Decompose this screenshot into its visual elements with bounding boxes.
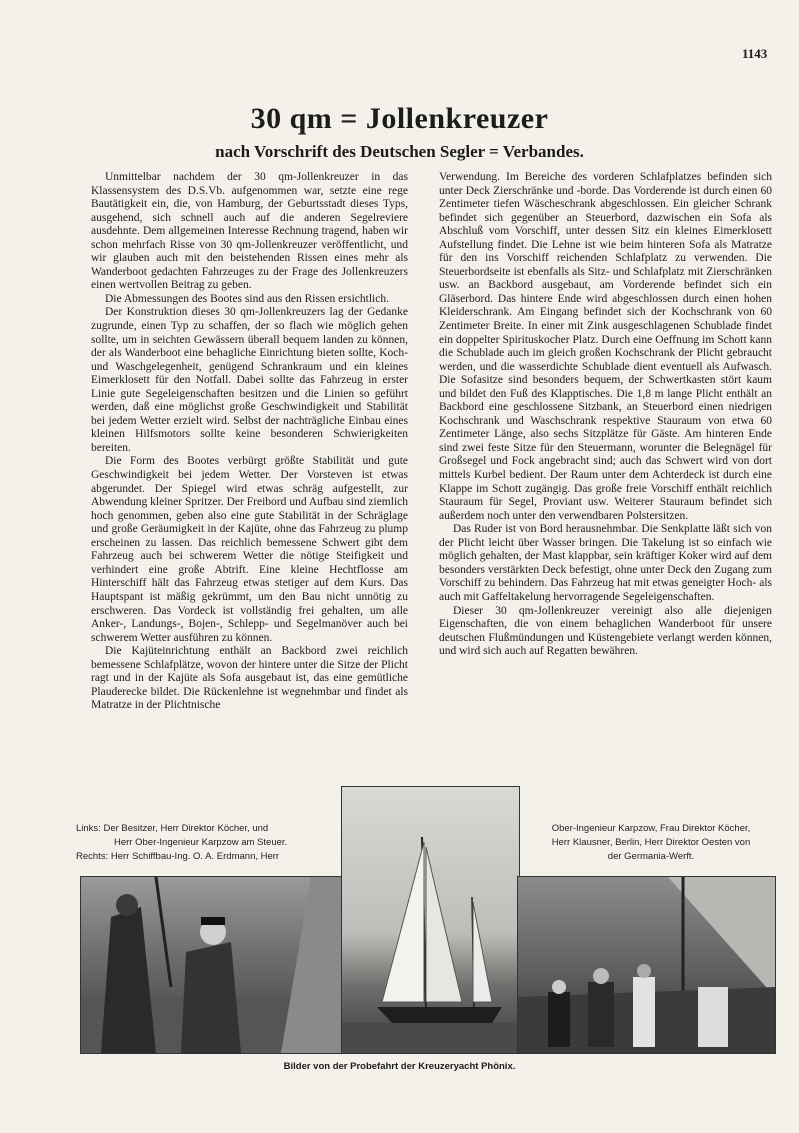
paragraph: Verwendung. Im Bereiche des vorderen Schlafplatzes befinden sich unter Deck Zierschränke und -borde. Das Vorderende ist durch einen 60 Zentimeter tiefen Wäscheschrank abgeschlossen. Ein gleicher Schrank befindet sich gegenüber an Steuerbord, dazwischen ein Sofa als Abschluß vom Vorschiff, unter dessen Sitz ein kleines Eimerklosett Aufstellung findet. Die Lehne ist wie beim hinteren Sofa als Matratze für den ins Vorschiff reichenden Schlafplatz zu verwenden. Die Steuerbordseite ist ebenfalls als Sitz- und Schlafplatz mit Zierschränken usw. an Backbord ausgebaut, am Vorderende befindet sich ein Gläserbord. Das hintere Ende wird abgeschlossen durch einen hohen Kleiderschrank. Am Eingang befindet sich der Kochschrank von 60 Zentimeter Breite. In einer mit Zink ausgeschlagenen Schublade findet ein doppelter Spirituskocher Platz. Durch eine Oeffnung im Schott kann die Schublade auch im gleich großen Kochschrank der Plicht gebraucht werden, und die wasserdichte Schublade dient eventuell als Aufwasch. Die Sofasitze sind besonders bequem, der Schwertkasten stört kaum und bildet den Fuß des Klapptisches. Die 1,8 m lange Plicht enthält an Backbord eine geschlossene Sitzbank, an Steuerbord einen niedrigen Kochschrank und Waschschrank respektive Stauraum von etwa 60 Zentimeter Länge, also sechs Sitzplätze für Gäste. Am hinteren Ende sind zwei feste Sitze für den Steuermann, worunter die Belegnägel für Großsegel und Fock angebracht sind; auch das Schwert wird von dort mittels Kurbel bedient. Der Raum unter dem Achterdeck ist durch eine Klappe im Schott zugängig. Das große freie Vorschiff enthält reichlich Stauraum für Segel, Proviant usw. Weiterer Stauraum befindet sich außerdem noch unter den verwendbaren Polstersitzen. (439, 171, 772, 522)
caption-line: Links: Der Besitzer, Herr Direktor Köcher, und (76, 823, 269, 834)
photo-crew-at-helm (80, 876, 344, 1054)
paragraph: Dieser 30 qm-Jollenkreuzer vereinigt also alle diejenigen Eigenschaften, die von einem behaglichen Wanderboot für unsere deutschen Flußmündungen und Küstengebiete verlangt werden können, und wird sich auch auf Regatten bewähren. (439, 604, 772, 658)
article-title: 30 qm = Jollenkreuzer (250, 102, 549, 135)
photo-deck-group (517, 876, 776, 1054)
photo-yacht-under-sail (341, 786, 520, 1054)
left-column (91, 171, 408, 713)
paragraph: Unmittelbar nachdem der 30 qm-Jollenkreuzer in das Klassensystem des D.S.Vb. aufgenommen war, setzte eine rege Bautätigkeit ein, die, von Hamburg, der Geburtsstadt dieses Typs, ausgehend, sich schnell auch auf die anderen Segelreviere ausdehnte. Dem allgemeinen Interesse Rechnung tragend, haben wir schon mehrfach Risse von 30 qm-Jollenkreuzer veröffentlicht, und wir glauben auch mit den beistehenden Rissen eines mehr als Wanderboot gedachten Fahrzeuges zu der Frage des Jollenkreuzers einen wertvollen Beitrag zu geben. (91, 171, 408, 292)
page-number: 1143 (742, 46, 768, 61)
paragraph: Die Form des Bootes verbürgt größte Stabilität und gute Geschwindigkeit bei jedem Wetter. Der Vorsteven ist etwas abgerundet. Der Spiegel wird etwas schräg aufgestellt, zur Abwendung kleiner Spritzer. Der Freibord und Aufbau sind ziemlich hoch genommen, geben also eine gute Stabilität in der Schräglage und große Geräumigkeit in der Kajüte, ohne das Fahrzeug zu plump erscheinen zu lassen. Das reichlich bemessene Schwert gibt dem Fahrzeug auch bei schwerem Wetter die nötige Steifigkeit und verhindert eine große Abtrift. Eine kleine Hechtflosse am Hinterschiff hält das Fahrzeug etwas stetiger auf dem Kurs. Das Hauptspant ist mäßig gekrümmt, um den Bau nicht unnötig zu erschweren. Das Vordeck ist vollständig frei gehalten, um alle Anker-, Landungs-, Bojen-, Schlepp- und Segelmanöver auch bei schwerem Wetter ausführen zu können. (91, 455, 408, 644)
paragraph: Das Ruder ist von Bord herausnehmbar. Die Senkplatte läßt sich von der Plicht leicht über Wasser bringen. Die Takelung ist so einfach wie möglich gehalten, der Mast klappbar, sein kräftiger Koker wird auf dem besonders verstärkten Deck befestigt, ohne unter Deck den Zugang zum Vorschiff zu behindern. Das Fahrzeug hat mit etwas geneigter Hoch- als auch mit Gaffeltakelung hervorragende Segeleigenschaften. (439, 523, 772, 603)
caption-line: Rechts: Herr Schiffbau-Ing. O. A. Erdmann, Herr (76, 851, 280, 862)
article-subtitle: nach Vorschrift des Deutschen Segler = Verbandes. (215, 142, 584, 161)
caption-line: Herr Ober-Ingenieur Karpzow am Steuer. (114, 837, 288, 848)
caption-line: Ober-Ingenieur Karpzow, Frau Direktor Köcher, (551, 823, 751, 834)
photo-caption-right (520, 822, 782, 864)
photo-caption-left (76, 822, 326, 864)
paragraph: Die Abmessungen des Bootes sind aus den Rissen ersichtlich. (105, 292, 389, 305)
caption-line: Herr Klausner, Berlin, Herr Direktor Oesten von (551, 837, 751, 848)
photos-caption: Bilder von der Probefahrt der Kreuzeryacht Phönix. (283, 1061, 516, 1072)
caption-line: der Germania-Werft. (607, 851, 695, 862)
right-column (439, 171, 772, 659)
paragraph: Die Kajüteinrichtung enthält an Backbord zwei reichlich bemessene Schlafplätze, wovon der hintere unter die Sitze der Plicht ragt und in der Kajüte als Sofa ausgebaut ist, das eine gemütliche Plauderecke bildet. Die Rückenlehne ist wegnehmbar und findet als Matratze in der Plichtnische (91, 645, 408, 712)
paragraph: Der Konstruktion dieses 30 qm-Jollenkreuzers lag der Gedanke zugrunde, einen Typ zu schaffen, der so flach wie möglich gehen sollte, um in seichten Gewässern überall bequem landen zu können, der als Wanderboot eine behagliche Einrichtung bieten sollte, Koch- und Waschgelegenheit, genügend Schrankraum und ein kleines Eimerklosett für den Notfall. Dabei sollte das Fahrzeug in erster Linie gute Segeleigenschaften besitzen und die Linien so geführt werden, daß eine möglichst große Geschwindigkeit und Stabilität bei jedem Wetter erzielt wird. Selbst der nachträgliche Einbau eines kleinen Hilfsmotors sollte keine besonderen Schwierigkeiten bereiten. (91, 306, 408, 454)
